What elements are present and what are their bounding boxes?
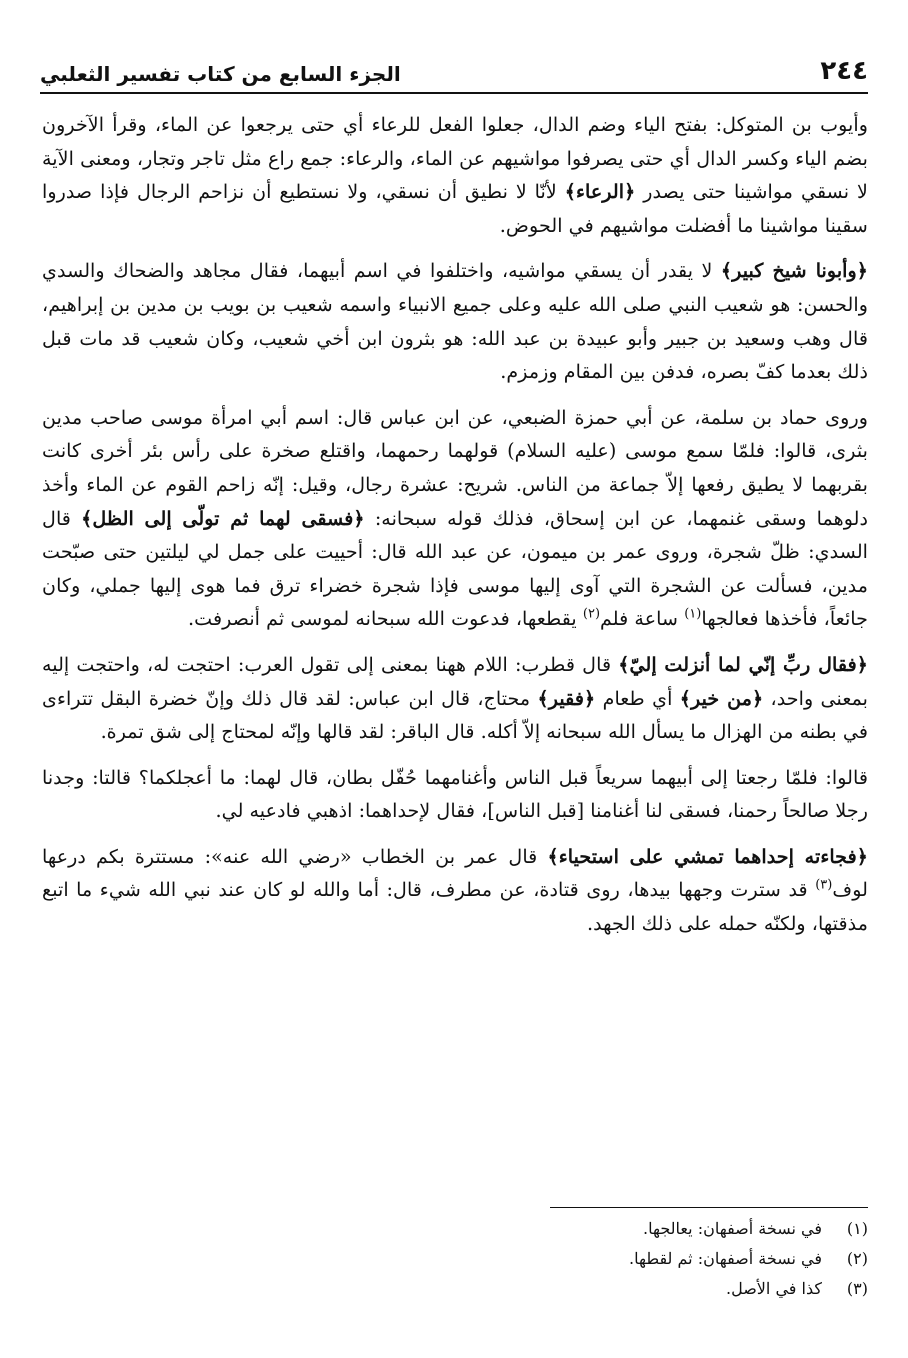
paragraph-text: أي طعام — [602, 686, 673, 710]
quran-quote: ﴿من خير﴾ — [679, 686, 764, 710]
paragraph-2 — [42, 254, 868, 388]
body-text — [42, 108, 868, 953]
quran-quote: ﴿فقير﴾ — [537, 686, 596, 710]
quran-quote: ﴿فسقى لهما ثم تولّى إلى الظل﴾ — [81, 506, 365, 530]
footnote-text: كذا في الأصل. — [726, 1279, 822, 1298]
paragraph-text: وأيوب بن المتوكل: بفتح الياء وضم الدال، جعلوا الفعل للرعاء أي حتى يرجعوا عن الماء، وقرأ الآخرون بضم الياء وكسر الدال أي حتى يصرفوا مواشيهم عن الماء، والرعاء: جمع راع مثل تاجر وتجار، ومعنى الآية لا نسقي مواشينا حتى يصدر — [42, 113, 868, 204]
footnote — [42, 1244, 868, 1274]
paragraph-4 — [42, 648, 868, 749]
paragraph-text: وروى حماد بن سلمة، عن أبي حمزة الضبعي، عن ابن عباس قال: اسم أبي امرأة موسى صاحب مدين بثرى، قالوا: فلمّا سمع موسى (عليه السلام) قولهما رحمهما، واقتلع صخرة على رأس بئر أخرى كانت بقربهما لا يطيق رفعها إلاّ جماعة من الناس. شريح: عشرة رجال، وقيل: إنّه زاحم القوم عن الماء وأخذ دلوهما وسقى غنمهما، عن ابن إسحاق، فذلك قوله سبحانه: — [42, 405, 868, 530]
paragraph-text: ساعة فلم — [600, 607, 679, 631]
page-header — [40, 38, 868, 94]
paragraph-text: لأنّا لا نطيق أن نسقي، ولا نستطيع أن نزاحم الرجال فإذا صدروا سقينا مواشينا ما أفضلت مواشيهم في الحوض. — [42, 180, 868, 237]
quran-quote: ﴿الرعاء﴾ — [564, 180, 636, 204]
paragraph-5 — [42, 761, 868, 828]
paragraph-text: يقطعها، فدعوت الله سبحانه لموسى ثم أنصرفت. — [188, 607, 577, 631]
footnote-marker: (٣) — [815, 878, 833, 894]
page-number: ٢٤٤ — [820, 56, 868, 86]
footnote-number: (١) — [846, 1219, 868, 1238]
paragraph-text: قد سترت وجهها بيدها، روى قتادة، عن مطرف، قال: أما والله لو كان عند نبي الله شيء ما اتبع مذقتها، ولكنّه حمله على ذلك الجهد. — [42, 878, 868, 936]
paragraph-6 — [42, 840, 868, 941]
footnote-marker: (١) — [684, 606, 702, 622]
paragraph-text: محتاج، قال ابن عباس: لقد قال ذلك وإنّ خضرة البقل تتراءى في بطنه من الهزال ما يسأل الله سبحانه إلاّ أكله. قال الباقر: لقد قالها وإنّه لمحتاج إلى شق تمرة. — [42, 686, 868, 744]
paragraph-text: قالوا: فلمّا رجعتا إلى أبيهما سريعاً قبل الناس وأغنامهما حُفّل بطان، قال لهما: ما أعجلكما؟ قالتا: وجدنا رجلا صالحاً رحمنا، فسقى لنا أغنامنا [قبل الناس]، فقال لإحداهما: اذهبي فادعيه لي. — [42, 765, 868, 823]
quran-quote: ﴿فقال ربِّ إنّي لما أنزلت إليّ﴾ — [618, 652, 868, 676]
paragraph-text: قال السدي: ظلّ شجرة، وروى عمر بن ميمون، عن عبد الله قال: أحييت على جمل لي ليلتين حتى صبّحت مدين، فسألت عن الشجرة التي آوى إليها موسى فإذا شجرة خضراء ترق فما هوى إليها جملي، وكان جائعاً، فأخذها فعالجها — [42, 506, 868, 631]
footnote — [42, 1214, 868, 1244]
footnote-text: في نسخة أصفهان: يعالجها. — [643, 1219, 822, 1238]
footnote-divider — [550, 1207, 868, 1208]
paragraph-1 — [42, 108, 868, 242]
quran-quote: ﴿فجاءته إحداهما تمشي على استحياء﴾ — [547, 844, 868, 868]
footnote-number: (٢) — [846, 1249, 868, 1268]
footnote-marker: (٢) — [582, 606, 601, 622]
running-title: الجزء السابع من كتاب تفسير الثعلبي — [40, 62, 401, 86]
paragraph-text: قال قطرب: اللام ههنا بمعنى إلى تقول العرب: احتجت له، واحتجت إليه بمعنى واحد، — [42, 652, 869, 710]
quran-quote: ﴿وأبونا شيخ كبير﴾ — [720, 259, 868, 283]
footnote — [42, 1274, 868, 1304]
paragraph-3 — [42, 401, 868, 636]
paragraph-text: قال عمر بن الخطاب «رضي الله عنه»: مستترة بكم درعها لوف — [42, 844, 868, 902]
paragraph-text: لا يقدر أن يسقي مواشيه، واختلفوا في اسم أبيهما، فقال مجاهد والضحاك والسدي والحسن: هو شعيب النبي صلى الله عليه وعلى جميع الانبياء واسمه شعيب بن بويب بن مدين بن إبراهيم، قال وهب وسعيد بن جبير وأبو عبيدة بن عبد الله: هو بثرون ابن أخي شعيب، وكان شعيب قد مات قبل ذلك بعدما كفّ بصره، فدفن بين المقام وزمزم. — [42, 259, 868, 384]
footnote-text: في نسخة أصفهان: ثم لقطها. — [628, 1249, 822, 1268]
footnote-number: (٣) — [846, 1279, 868, 1298]
footnotes — [42, 1214, 868, 1304]
